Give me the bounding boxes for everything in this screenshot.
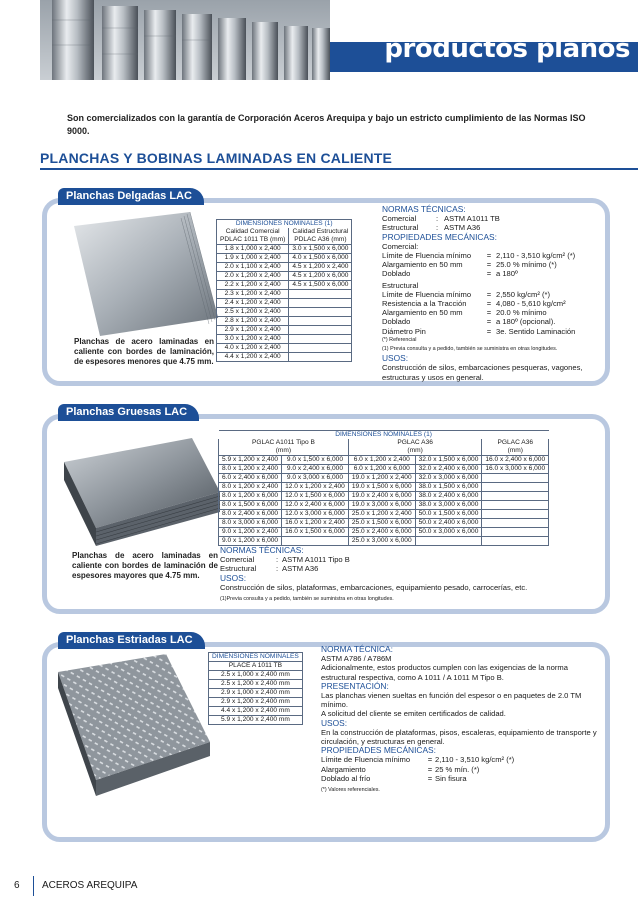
col-header: PGLAC A36: [348, 439, 482, 447]
table-cell: 3.0 x 1,200 x 2,400: [217, 335, 289, 344]
spec-separator: =: [486, 269, 492, 279]
spec-label: Límite de Fluencia mínimo: [382, 289, 472, 299]
table-cell: 19.0 x 2,400 x 6,000: [348, 492, 415, 501]
section-title-rule: [40, 168, 638, 170]
spec-separator: =: [486, 326, 492, 336]
spec-separator: :: [435, 214, 439, 224]
spec-value: 2,110 - 3,510 kg/cm² (*): [496, 251, 576, 261]
table-row: [217, 308, 352, 317]
table-cell: 25.0 x 3,000 x 6,000: [348, 537, 415, 546]
table-cell: [482, 492, 549, 501]
spec-separator: :: [275, 555, 279, 565]
table-row: [209, 707, 303, 716]
header-photo-steel-coils: [40, 0, 330, 80]
spec-row: [382, 269, 602, 278]
table-row: [217, 317, 352, 326]
spec-row: [382, 308, 602, 317]
table-title-text: DIMENSIONES NOMINALES: [335, 431, 423, 438]
heading-propiedades: PROPIEDADES MECÁNICAS:: [382, 231, 497, 242]
table-cell: [482, 528, 549, 537]
spec-value: 2,110 - 3,510 kg/cm² (*): [435, 755, 515, 765]
table-cell: 4.0 x 1,500 x 6,000: [289, 254, 352, 263]
table-title: DIMENSIONES NOMINALES: [209, 653, 303, 662]
table-cell: 25.0 x 2,400 x 6,000: [348, 528, 415, 537]
note-previa-consulta: (1)Previa consulta y a pedido, también se suministra en otras longitudes.: [220, 596, 394, 603]
text-norma-adicional: Adicionalmente, estos productos cumplen con las exigencias de la norma estructural respectiva, como A 1011 / A 1011 M Tipo B.: [321, 663, 568, 682]
table-cell: 6.0 x 1,200 x 6,000: [348, 465, 415, 474]
table-title: [219, 431, 549, 440]
heading-normas: NORMAS TÉCNICAS:: [382, 204, 466, 214]
table-cell: 50.0 x 1,500 x 6,000: [415, 510, 482, 519]
spec-label: Doblado: [382, 269, 411, 279]
spec-label: Diámetro Pin: [382, 326, 426, 336]
table-cell: 2.0 x 1,100 x 2,400: [217, 263, 289, 272]
table-cell: 12.0 x 3,000 x 6,000: [282, 510, 349, 519]
heading-propiedades: PROPIEDADES MECÁNICAS:: [321, 745, 436, 756]
col-header: PDLAC A36 (mm): [289, 236, 352, 245]
table-cell: 12.0 x 1,500 x 6,000: [282, 492, 349, 501]
table-cell: [289, 299, 352, 308]
table-cell: 9.0 x 1,200 x 2,400: [219, 528, 282, 537]
table-cell: 16.0 x 1,200 x 2,400: [282, 519, 349, 528]
spec-value: ASTM A1011 Tipo B: [282, 555, 350, 565]
table-cell: 4.5 x 1,200 x 2,400: [289, 263, 352, 272]
caption-delgadas: Planchas de acero laminadas en caliente con bordes de laminación, de espesores menores que 4.75 mm.: [74, 337, 214, 366]
table-title-note: (1): [324, 220, 333, 227]
table-cell: [289, 335, 352, 344]
spec-row: [321, 774, 603, 783]
table-title-text: DIMENSIONES NOMINALES: [235, 220, 323, 227]
table-cell: [482, 501, 549, 510]
heading-normas: NORMAS TÉCNICAS:: [220, 545, 304, 555]
table-cell: 19.0 x 3,000 x 6,000: [348, 501, 415, 510]
spec-row: [382, 260, 602, 269]
spec-label: Comercial: [382, 214, 417, 224]
table-row: [217, 326, 352, 335]
spec-label: Resistencia a la Tracción: [382, 299, 467, 309]
text-norma: ASTM A786 / A786M: [321, 654, 392, 664]
table-dimensiones-estriadas: [208, 652, 303, 725]
table-row: [217, 290, 352, 299]
table-cell: 12.0 x 1,200 x 2,400: [282, 483, 349, 492]
col-header: PDLAC 1011 TB (mm): [217, 236, 289, 245]
table-cell: [482, 483, 549, 492]
table-row: [217, 272, 352, 281]
table-cell: 50.0 x 2,400 x 6,000: [415, 519, 482, 528]
heading-usos: USOS:: [321, 717, 348, 728]
spec-separator: =: [486, 317, 492, 327]
image-thin-sheets: [70, 208, 220, 338]
spec-row: [220, 564, 600, 573]
image-checkered-plates: [56, 652, 212, 802]
table-row: [219, 510, 549, 519]
table-cell: [289, 308, 352, 317]
table-cell: 4.0 x 1,200 x 2,400: [217, 344, 289, 353]
spec-row: [321, 755, 603, 764]
spec-separator: :: [275, 564, 279, 574]
table-cell: 2.8 x 1,200 x 2,400: [217, 317, 289, 326]
table-cell: 4.4 x 1,200 x 2,400 mm: [209, 707, 303, 716]
table-cell: [289, 290, 352, 299]
table-row: [219, 465, 549, 474]
spec-label: Comercial: [220, 555, 255, 565]
col-header: Calidad Comercial: [217, 228, 289, 236]
table-dimensiones-gruesas: [218, 430, 549, 546]
table-cell: 25.0 x 1,200 x 2,400: [348, 510, 415, 519]
table-cell: 2.2 x 1,200 x 2,400: [217, 281, 289, 290]
note-referencial: (*) Valores referenciales.: [321, 787, 380, 794]
page-number: 6: [14, 880, 20, 891]
table-cell: 16.0 x 1,500 x 6,000: [282, 528, 349, 537]
spec-row: [382, 214, 602, 223]
spec-value: 25 % mín. (*): [435, 764, 480, 774]
table-row: [219, 528, 549, 537]
heading-norma: NORMA TÉCNICA:: [321, 644, 393, 654]
table-cell: 6.0 x 2,400 x 6,000: [219, 474, 282, 483]
image-thick-plates: [62, 432, 222, 548]
table-cell: 2.9 x 1,000 x 2,400 mm: [209, 689, 303, 698]
table-cell: 8.0 x 2,400 x 6,000: [219, 510, 282, 519]
table-row: [209, 698, 303, 707]
table-title: [217, 220, 352, 229]
specs-estriadas: [321, 645, 603, 795]
table-cell: 12.0 x 2,400 x 6,000: [282, 501, 349, 510]
heading-usos: USOS:: [220, 572, 247, 583]
spec-value: a 180º (opcional).: [496, 317, 556, 327]
spec-separator: =: [486, 299, 492, 309]
table-cell: [289, 353, 352, 362]
spec-separator: :: [435, 223, 439, 233]
table-row: [217, 254, 352, 263]
table-cell: 4.5 x 1,200 x 6,000: [289, 272, 352, 281]
spec-row: [321, 765, 603, 774]
spec-value: Sin fisura: [435, 773, 467, 783]
table-dimensiones-delgadas: [216, 219, 352, 362]
tab-planchas-estriadas: Planchas Estriadas LAC: [58, 632, 205, 649]
table-cell: [289, 326, 352, 335]
table-cell: [289, 344, 352, 353]
spec-label: Doblado: [382, 317, 411, 327]
table-row: [217, 263, 352, 272]
table-cell: [482, 537, 549, 546]
spec-label: Límite de Fluencia mínimo: [382, 251, 472, 261]
text-usos: Construcción de silos, plataformas, embarcaciones, equipamiento pesado, carrocerías, etc.: [220, 582, 528, 592]
footer-brand: ACEROS AREQUIPA: [42, 880, 138, 891]
table-cell: 8.0 x 1,200 x 2,400: [219, 483, 282, 492]
table-cell: 3.0 x 1,500 x 6,000: [289, 245, 352, 254]
table-cell: 16.0 x 3,000 x 6,000: [482, 465, 549, 474]
spec-separator: =: [427, 755, 433, 765]
spec-row: [382, 317, 602, 326]
table-cell: 1.8 x 1,000 x 2,400: [217, 245, 289, 254]
spec-separator: =: [486, 308, 492, 318]
spec-label: Alargamiento en 50 mm: [382, 260, 463, 270]
tab-planchas-gruesas: Planchas Gruesas LAC: [58, 404, 199, 421]
note-referencial: (*) Referencial: [382, 336, 417, 343]
table-row: [209, 671, 303, 680]
spec-separator: =: [486, 251, 492, 261]
table-cell: 6.0 x 1,200 x 2,400: [348, 456, 415, 465]
table-cell: 2.0 x 1,200 x 2,400: [217, 272, 289, 281]
spec-label: Alargamiento: [321, 764, 366, 774]
table-cell: 2.5 x 1,000 x 2,400 mm: [209, 671, 303, 680]
table-row: [209, 716, 303, 725]
spec-separator: =: [486, 289, 492, 299]
page-title: productos planos: [384, 34, 630, 64]
spec-label: Límite de Fluencia mínimo: [321, 755, 411, 765]
spec-row: [382, 327, 602, 336]
spec-value: 25.0 % mínimo (*): [496, 260, 557, 270]
table-cell: 8.0 x 1,200 x 6,000: [219, 492, 282, 501]
heading-usos: USOS:: [382, 353, 409, 364]
spec-separator: =: [427, 773, 433, 783]
table-cell: 9.0 x 1,200 x 6,000: [219, 537, 282, 546]
table-cell: 19.0 x 1,500 x 6,000: [348, 483, 415, 492]
section-title: PLANCHAS Y BOBINAS LAMINADAS EN CALIENTE: [40, 150, 393, 166]
table-row: [219, 474, 549, 483]
table-cell: 1.9 x 1,000 x 2,400: [217, 254, 289, 263]
table-cell: 38.0 x 2,400 x 6,000: [415, 492, 482, 501]
table-cell: [289, 317, 352, 326]
spec-value: 4,080 - 5,610 kg/cm²: [496, 299, 566, 309]
table-cell: 2.5 x 1,200 x 2,400: [217, 308, 289, 317]
table-cell: 16.0 x 2,400 x 6,000: [482, 456, 549, 465]
table-cell: 2.5 x 1,200 x 2,400 mm: [209, 680, 303, 689]
table-cell: 25.0 x 1,500 x 6,000: [348, 519, 415, 528]
text-usos: Construcción de silos, embarcaciones pesqueras, vagones, estructuras y usos en general.: [382, 363, 583, 382]
table-cell: 9.0 x 1,500 x 6,000: [282, 456, 349, 465]
spec-value: ASTM A1011 TB: [444, 214, 500, 224]
page-header: [0, 0, 638, 82]
spec-label: Alargamiento en 50 mm: [382, 308, 463, 318]
table-cell: 32.0 x 3,000 x 6,000: [415, 474, 482, 483]
footer-divider: [33, 876, 34, 896]
spec-value: 20.0 % mínimo: [496, 308, 547, 318]
spec-value: ASTM A36: [282, 564, 319, 574]
table-row: [209, 689, 303, 698]
table-cell: 32.0 x 2,400 x 6,000: [415, 465, 482, 474]
spec-row: [382, 251, 602, 260]
table-row: [219, 501, 549, 510]
spec-value: 2,550 kg/cm² (*): [496, 289, 551, 299]
table-row: [219, 519, 549, 528]
spec-row: [220, 555, 600, 564]
spec-label: Doblado al frío: [321, 773, 371, 783]
table-cell: 9.0 x 2,400 x 6,000: [282, 465, 349, 474]
spec-value: 3e. Sentido Laminación: [496, 326, 576, 336]
spec-label: Estructural: [382, 223, 419, 233]
table-row: [217, 353, 352, 362]
table-cell: 5.9 x 1,200 x 2,400: [219, 456, 282, 465]
col-header: (mm): [219, 447, 349, 456]
table-cell: 2.9 x 1,200 x 2,400: [217, 326, 289, 335]
text-presentacion-certificados: A solicitud del cliente se emiten certificados de calidad.: [321, 709, 506, 719]
table-cell: 32.0 x 1,500 x 6,000: [415, 456, 482, 465]
table-cell: 8.0 x 1,200 x 2,400: [219, 465, 282, 474]
col-header: (mm): [482, 447, 549, 456]
table-row: [217, 299, 352, 308]
table-cell: [482, 510, 549, 519]
table-cell: [415, 537, 482, 546]
table-cell: 2.3 x 1,200 x 2,400: [217, 290, 289, 299]
spec-label: Estructural: [220, 564, 257, 574]
table-cell: 2.9 x 1,200 x 2,400 mm: [209, 698, 303, 707]
tab-planchas-delgadas: Planchas Delgadas LAC: [58, 188, 204, 205]
table-row: [219, 492, 549, 501]
subheading-comercial: Comercial:: [382, 241, 419, 251]
col-header: Calidad Estructural: [289, 228, 352, 236]
subheading-estructural: Estructural: [382, 280, 419, 290]
caption-gruesas: Planchas de acero laminadas en caliente con bordes de laminación de espesores mayores que 4.75 mm.: [72, 551, 218, 580]
table-cell: 4.4 x 1,200 x 2,400: [217, 353, 289, 362]
spec-separator: =: [486, 260, 492, 270]
text-presentacion: Las planchas vienen sueltas en función del espesor o en paquetes de 2.0 TM mínimo.: [321, 691, 582, 710]
col-header: PGLAC A36: [482, 439, 549, 447]
table-cell: 2.4 x 1,200 x 2,400: [217, 299, 289, 308]
table-row: [219, 483, 549, 492]
spec-row: [382, 299, 602, 308]
table-row: [217, 245, 352, 254]
table-cell: 4.5 x 1,500 x 6,000: [289, 281, 352, 290]
table-title-note: (1): [423, 431, 432, 438]
col-header: PLACE A 1011 TB: [209, 662, 303, 671]
table-row: [217, 281, 352, 290]
table-cell: 50.0 x 3,000 x 6,000: [415, 528, 482, 537]
spec-value: ASTM A36: [444, 223, 481, 233]
table-cell: 19.0 x 1,200 x 2,400: [348, 474, 415, 483]
spec-row: [382, 290, 602, 299]
table-row: [217, 335, 352, 344]
col-header: PGLAC A1011 Tipo B: [219, 439, 349, 447]
table-cell: 38.0 x 1,500 x 6,000: [415, 483, 482, 492]
table-cell: 38.0 x 3,000 x 6,000: [415, 501, 482, 510]
spec-value: a 180º: [496, 269, 518, 279]
table-row: [209, 680, 303, 689]
table-cell: 5.9 x 1,200 x 2,400 mm: [209, 716, 303, 725]
table-row: [219, 456, 549, 465]
intro-paragraph: Son comercializados con la garantía de Corporación Aceros Arequipa y bajo un estricto cumplimiento de las Normas ISO 9000.: [67, 113, 586, 136]
text-usos: En la construcción de plataformas, pisos, escaleras, equipamiento de transporte y circulación, y estructuras en general.: [321, 727, 597, 747]
table-cell: 9.0 x 3,000 x 6,000: [282, 474, 349, 483]
heading-presentacion: PRESENTACIÓN:: [321, 680, 389, 691]
table-row: [217, 344, 352, 353]
table-cell: 8.0 x 1,500 x 6,000: [219, 501, 282, 510]
table-cell: [482, 474, 549, 483]
table-cell: 8.0 x 3,000 x 6,000: [219, 519, 282, 528]
spec-separator: =: [427, 764, 433, 774]
specs-delgadas: [382, 205, 602, 382]
note-previa-consulta: (1) Previa consulta y a pedido, también se suministra en otras longitudes.: [382, 346, 558, 353]
col-header: (mm): [348, 447, 482, 456]
table-cell: [482, 519, 549, 528]
specs-gruesas: [220, 546, 600, 604]
